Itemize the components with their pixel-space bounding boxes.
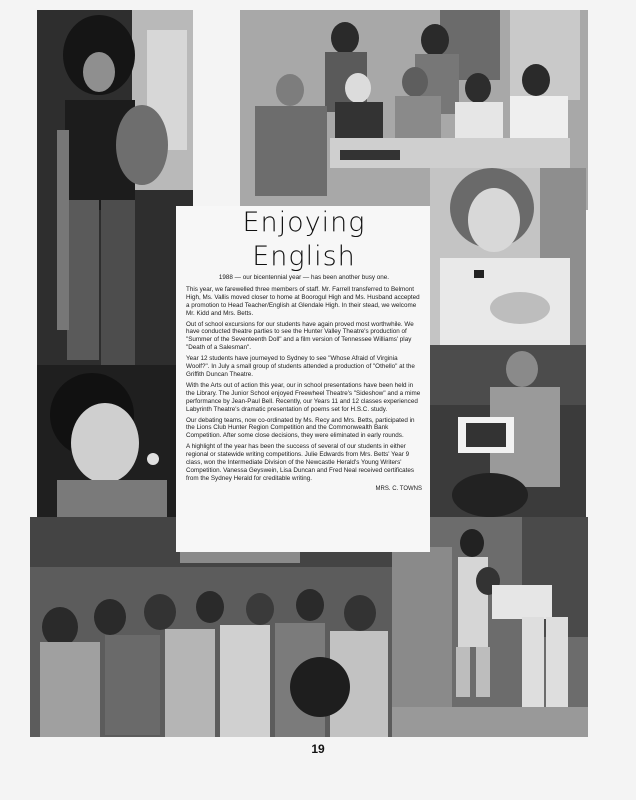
article-paragraph: Our debating teams, now co-ordinated by Ms. Recy and Mrs. Betts, participated in the Lions Club Hunter Region Competition and the Commonwealth Bank Competition. After some close decisions, they were eliminated in early rounds. [186, 416, 415, 440]
article-paragraph: 1988 — our bicentennial year — has been another busy one. [218, 274, 390, 281]
article-byline: MRS. C. TOWNS [375, 485, 422, 492]
photo-student-holding-frame [430, 345, 586, 517]
page-number: 19 [311, 742, 325, 756]
article-title: Enjoying English [242, 207, 366, 272]
article-paragraph: A highlight of the year has been the success of several of our students in either regional or statewide writing competitions. Julie Edwards from Mrs. Betts' Year 9 class, won the Intermediate Division of the Newcastle Herald's Young Writers' Competition. Vanessa Geyswein, Lisa Duncan and Fred Neal received certificates from the Sydney Herald for creditable writing. [186, 443, 415, 482]
article-paragraph: This year, we farewelled three members of staff. Mr. Farrell transferred to Belmont High, Ms. Vallis moved closer to home at Boorogul High and Ms. Husband accepted a promotion to Head Teacher/English at Glendale High. In their stead, we welcome Mr. Kidd and Mrs. Betts. [186, 285, 420, 317]
article-paragraph: Out of school excursions for our students have again proved most worthwhile. We have conducted theatre parties to see the Hunter Valley Theatre's production of "Summer of the Seventeenth Doll" and a film version of Tennessee Williams' play "Death of a Salesman". [186, 320, 414, 352]
photo-student-with-glasses [430, 168, 586, 356]
article-paragraph: Year 12 students have journeyed to Sydney to see "Whose Afraid of Virginia Woolf?". In July a small group of students attended a production of "Othello" at the Griffith Duncan Theatre. [186, 355, 415, 378]
article-enjoying-english [176, 206, 430, 552]
article-paragraph: With the Arts out of action this year, our in school presentations have been held in the Library. The Junior School enjoyed Freewheel Theatre's "Sideshow" and a mime performance by Jean-Paul Bell. Recently, our Years 11 and 12 classes experienced Labyrinth Theatre's dramatic presentation of poems set for H.S.C. study. [186, 381, 421, 413]
photo-boy-drinking [37, 365, 177, 517]
photo-costumed-performer [37, 10, 193, 365]
